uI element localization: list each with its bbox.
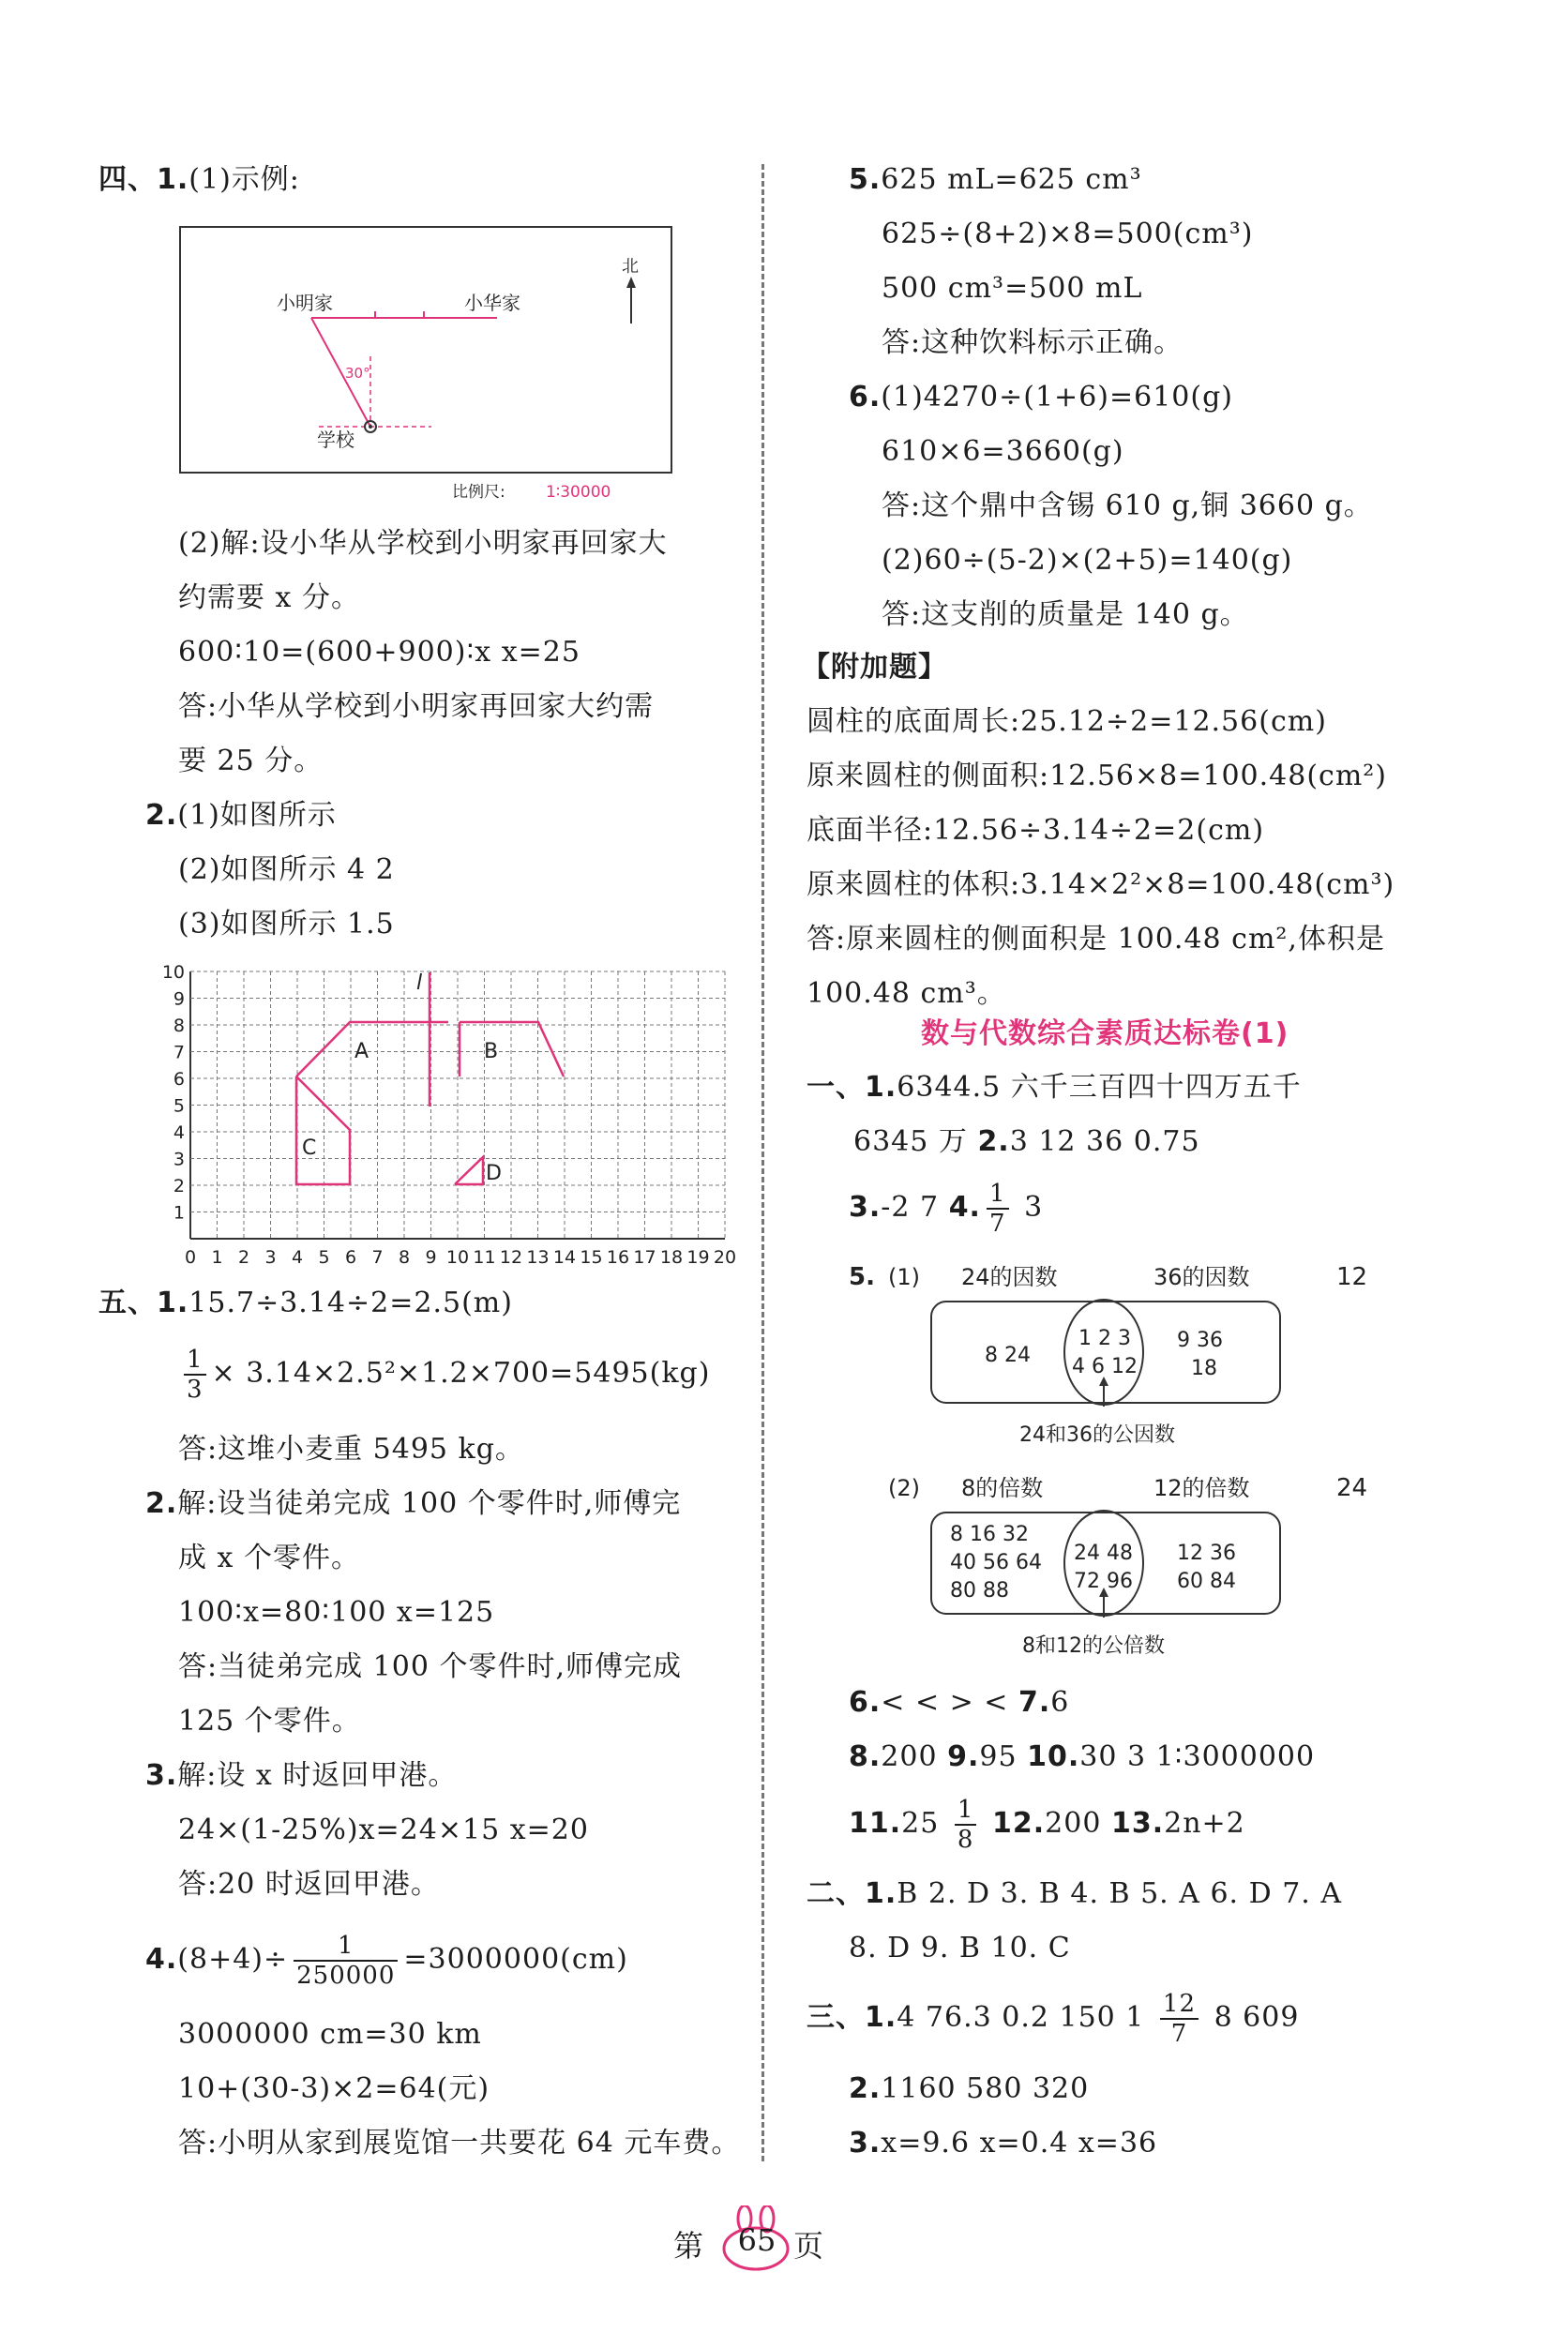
svg-text:40 56 64: 40 56 64: [950, 1551, 1042, 1574]
s5-q3-l3: 答:20 时返回甲港。: [178, 1868, 440, 1901]
y-tick-label: 9: [173, 988, 185, 1010]
x-tick-label: 4: [291, 1247, 304, 1268]
shape-A: [296, 1022, 448, 1076]
x-tick-label: 19: [686, 1247, 710, 1268]
svg-text:1 2 3: 1 2 3: [1078, 1327, 1131, 1350]
venn2-caption: 8和12的公倍数: [1022, 1634, 1165, 1658]
shape-D: [455, 1157, 483, 1184]
y-tick-label: 3: [173, 1149, 185, 1170]
venn2-right-title: 12的倍数: [1153, 1475, 1250, 1501]
p1-frac: $\frac{1}{7}$: [987, 1180, 1009, 1238]
s4-q2-2: (2)如图所示 4 2: [178, 853, 395, 886]
s5-q4-line: 4.(8+4)÷ $\frac{1}{250000}$ =3000000(cm): [145, 1932, 628, 1990]
y-tick-label: 2: [173, 1176, 185, 1197]
svg-text:4 6 12: 4 6 12: [1072, 1355, 1138, 1378]
label-C: C: [302, 1136, 317, 1160]
r-q6-l5: 答:这支削的质量是 140 g。: [882, 598, 1249, 631]
s3-line1: 三、1.4 76.3 0.2 150 1 $\frac{12}{7}$ 8 609: [807, 1990, 1300, 2048]
ex-l2: 原来圆柱的侧面积:12.56×8=100.48(cm²): [807, 760, 1388, 792]
p1-line1: 一、1.6344.5 六千三百四十四万五千: [807, 1071, 1302, 1104]
map-label-hua: 小华家: [464, 292, 520, 314]
p1-line2: 6345 万 2.3 12 36 0.75: [853, 1125, 1200, 1158]
s5-q2-num: 2.: [145, 1487, 178, 1520]
svg-text:5.: 5.: [849, 1263, 875, 1291]
s5-q4-l3: 10+(30-3)×2=64(元): [178, 2072, 490, 2105]
column-divider: [761, 164, 764, 2161]
s5-q1-line: [98, 1285, 513, 1322]
ex-l1: 圆柱的底面周长:25.12÷2=12.56(cm): [807, 705, 1327, 738]
s5-q4-l4: 答:小明从家到展览馆一共要花 64 元车费。: [178, 2127, 741, 2160]
svg-text:24 48: 24 48: [1074, 1542, 1133, 1565]
label-D: D: [486, 1162, 502, 1185]
s5-q2-l4: 答:当徒弟完成 100 个零件时,师傅完成: [178, 1650, 682, 1683]
s5-q3-l2: 24×(1-25%)x=24×15 x=20: [178, 1814, 589, 1846]
s5-q4-num: 4.: [145, 1943, 178, 1976]
footer-pre: 第: [673, 2228, 704, 2264]
s2-line1: 二、1.B 2. D 3. B 4. B 5. A 6. D 7. A: [807, 1877, 1343, 1910]
venn2-left-title: 8的倍数: [961, 1475, 1044, 1501]
x-tick-label: 0: [184, 1247, 197, 1268]
x-tick-label: 8: [398, 1247, 411, 1268]
x-tick-label: 11: [473, 1247, 496, 1268]
r-q8-10-line: 8.200 9.95 10.30 3 1∶3000000: [849, 1740, 1316, 1773]
s5-q4-l2: 3000000 cm=30 km: [178, 2018, 482, 2051]
r-q6-l3: 答:这个鼎中含锡 610 g,铜 3660 g。: [882, 489, 1373, 522]
grid-figure: [158, 961, 748, 1271]
s5-q3-line: [145, 1757, 457, 1795]
shape-C: [296, 1076, 350, 1184]
x-tick-label: 6: [344, 1247, 357, 1268]
svg-text:8 24: 8 24: [985, 1344, 1031, 1367]
svg-text:18: 18: [1191, 1357, 1217, 1380]
map-label-north: 北: [622, 257, 639, 277]
r-q6-line: 6.(1)4270÷(1+6)=610(g): [849, 381, 1233, 414]
r-q11-13-line: 11.25 $\frac{1}{8}$ 12.200 13.2n+2: [849, 1796, 1245, 1854]
r-q5-line: 5.625 mL=625 cm³: [849, 163, 1142, 196]
footer-post: 页: [793, 2228, 824, 2264]
y-tick-label: 8: [173, 1016, 185, 1036]
y-tick-label: 7: [173, 1042, 185, 1063]
s3-line2: 2.1160 580 320: [849, 2072, 1090, 2105]
y-tick-label: 1: [173, 1202, 185, 1224]
s5-q1-frac: $\frac{1}{3}$: [184, 1346, 206, 1404]
svg-text:(1): (1): [888, 1264, 920, 1290]
s4-l3: 600∶10=(600+900)∶x x=25: [178, 636, 580, 669]
extra-title: 【附加题】: [802, 651, 947, 684]
x-tick-label: 2: [237, 1247, 250, 1268]
s5-q2-line: [145, 1485, 681, 1523]
q11-frac: $\frac{1}{8}$: [955, 1796, 977, 1854]
s4-l2: 约需要 x 分。: [178, 581, 360, 614]
svg-text:80 88: 80 88: [950, 1579, 1009, 1603]
x-tick-label: 5: [318, 1247, 330, 1268]
map-label-school: 学校: [317, 429, 354, 451]
map-scale-value: 1∶30000: [546, 483, 611, 502]
label-B: B: [484, 1040, 499, 1063]
s5-q1-l2: × 3.14×2.5²×1.2×700=5495(kg): [211, 1357, 711, 1390]
p1-line3: 3.-2 7 4. $\frac{1}{7}$ 3: [849, 1180, 1044, 1238]
s5-q2-l3: 100∶x=80∶100 x=125: [178, 1596, 495, 1629]
s4-l5: 要 25 分。: [178, 745, 324, 777]
s5-q1-head: 五、1.: [98, 1287, 189, 1319]
s4-q2-num: 2.: [145, 799, 178, 832]
r-q6-l2: 610×6=3660(g): [882, 435, 1124, 468]
r-q5-l3: 500 cm³=500 mL: [882, 272, 1143, 305]
s5-q2-l1: 解:设当徒弟完成 100 个零件时,师傅完: [177, 1487, 682, 1520]
r-q5-num: 5.: [849, 163, 882, 196]
s5-q2-l5: 125 个零件。: [178, 1705, 361, 1738]
s5-q4-frac: $\frac{1}{250000}$: [294, 1932, 398, 1990]
s4-l1: (2)解:设小华从学校到小明家再回家大: [178, 527, 668, 560]
svg-text:60 84: 60 84: [1177, 1570, 1236, 1593]
venn1-left-title: 24的因数: [961, 1264, 1058, 1290]
s4-q1-line: [98, 161, 300, 199]
x-tick-label: 14: [552, 1247, 577, 1268]
venn-multiples: [849, 1468, 1374, 1674]
r-q6-7-line: 6.< < > < 7.6: [849, 1686, 1070, 1719]
y-tick-label: 5: [173, 1095, 185, 1117]
map-scale-label: 比例尺:: [452, 483, 505, 502]
ex-l6: 100.48 cm³。: [807, 977, 1006, 1010]
y-tick-label: 10: [161, 962, 185, 983]
x-tick-label: 17: [633, 1247, 656, 1268]
r-q6-num: 6.: [849, 381, 882, 414]
ex-l3: 底面半径:12.56÷3.14÷2=2(cm): [807, 814, 1265, 847]
page-footer: [671, 2205, 897, 2271]
map-label-ming: 小明家: [277, 292, 333, 314]
s4-q1-head: 四、1.: [98, 163, 189, 196]
x-tick-label: 7: [371, 1247, 384, 1268]
x-tick-label: 15: [580, 1247, 603, 1268]
venn1-answer: 12: [1336, 1263, 1368, 1291]
venn-factors: [849, 1257, 1374, 1463]
x-tick-label: 13: [526, 1247, 550, 1268]
venn1-right-title: 36的因数: [1153, 1264, 1250, 1290]
s5-q3-num: 3.: [145, 1759, 178, 1792]
svg-text:9 36: 9 36: [1177, 1329, 1223, 1352]
s5-q1-ans: 答:这堆小麦重 5495 kg。: [178, 1433, 524, 1466]
s3-frac: $\frac{12}{7}$: [1160, 1990, 1199, 2048]
svg-text:8 16 32: 8 16 32: [950, 1523, 1029, 1546]
s5-q1-l2-line: [178, 1332, 710, 1416]
y-tick-label: 4: [173, 1122, 185, 1143]
s4-q2-1: (1)如图所示: [177, 799, 337, 832]
venn2-answer: 24: [1336, 1474, 1368, 1502]
ex-l4: 原来圆柱的体积:3.14×2²×8=100.48(cm³): [807, 868, 1395, 901]
x-tick-label: 16: [606, 1247, 630, 1268]
map-figure: [178, 225, 685, 506]
ex-l5: 答:原来圆柱的侧面积是 100.48 cm²,体积是: [807, 923, 1385, 956]
map-angle: 30°: [345, 365, 370, 382]
svg-text:(2): (2): [888, 1475, 920, 1501]
x-tick-label: 20: [713, 1247, 737, 1268]
venn1-caption: 24和36的公因数: [1019, 1423, 1175, 1447]
s4-l4: 答:小华从学校到小明家再回家大约需: [178, 690, 655, 723]
r-q5-l2: 625÷(8+2)×8=500(cm³): [882, 218, 1254, 250]
r-q6-l4: (2)60÷(5-2)×(2+5)=140(g): [882, 544, 1293, 577]
label-l: l: [416, 971, 423, 995]
s4-q2-1-line: [145, 797, 337, 835]
x-tick-label: 1: [211, 1247, 223, 1268]
s2-line2: 8. D 9. B 10. C: [849, 1932, 1071, 1964]
s5-q3-l1: 解:设 x 时返回甲港。: [177, 1759, 458, 1792]
x-tick-label: 12: [499, 1247, 523, 1268]
y-tick-label: 6: [173, 1069, 185, 1090]
x-tick-label: 10: [445, 1247, 470, 1268]
svg-text:12 36: 12 36: [1177, 1542, 1236, 1565]
x-tick-label: 3: [264, 1247, 277, 1268]
s5-q2-l2: 成 x 个零件。: [178, 1542, 360, 1574]
s3-line3: 3.x=9.6 x=0.4 x=36: [849, 2127, 1158, 2160]
section-title: 数与代数综合素质达标卷(1): [921, 1017, 1289, 1050]
shape-B: [460, 1022, 564, 1076]
x-tick-label: 18: [659, 1247, 684, 1268]
r-q5-l4: 答:这种饮料标示正确。: [882, 326, 1184, 359]
label-A: A: [354, 1040, 369, 1063]
x-tick-label: 9: [425, 1247, 437, 1268]
s5-q1-l1: 15.7÷3.14÷2=2.5(m): [188, 1287, 513, 1319]
s4-q1-sub: (1)示例:: [188, 163, 300, 196]
page-number: 65: [737, 2222, 776, 2258]
map-frame: [180, 227, 671, 473]
s4-q2-3: (3)如图所示 1.5: [178, 908, 395, 941]
svg-text:72 96: 72 96: [1074, 1570, 1133, 1593]
